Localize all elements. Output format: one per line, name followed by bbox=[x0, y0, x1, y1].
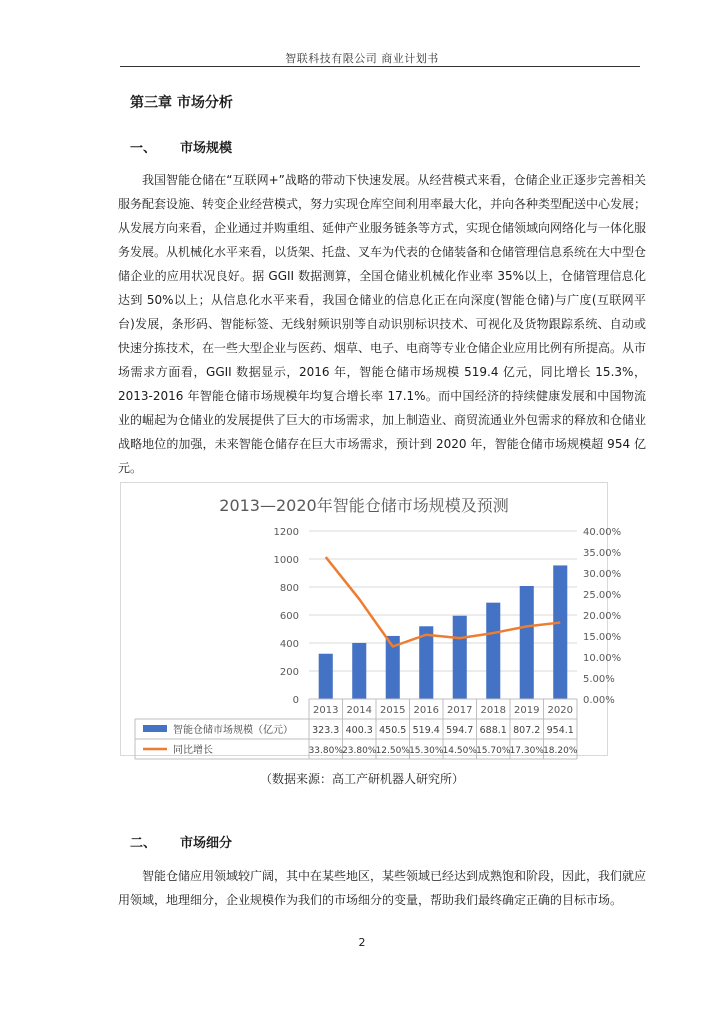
page-number: 2 bbox=[358, 936, 366, 949]
data-label-bar: 323.3 bbox=[312, 725, 340, 736]
x-category-label: 2014 bbox=[346, 705, 372, 716]
y-right-tick-label: 35.00% bbox=[583, 548, 622, 559]
data-label-bar: 594.7 bbox=[446, 725, 474, 736]
y-left-tick-label: 600 bbox=[279, 611, 299, 622]
bar-market-size bbox=[486, 603, 500, 699]
chapter-title: 第三章 市场分析 bbox=[130, 95, 233, 111]
data-label-line: 17.30% bbox=[509, 746, 544, 756]
chart-source-caption: （数据来源：高工产研机器人研究所） bbox=[259, 772, 464, 786]
y-right-tick-label: 40.00% bbox=[583, 527, 622, 538]
section-heading-1 bbox=[130, 137, 232, 156]
y-left-tick-label: 0 bbox=[292, 695, 299, 706]
bar-market-size bbox=[319, 654, 333, 699]
y-right-tick-label: 30.00% bbox=[583, 569, 622, 580]
data-label-bar: 519.4 bbox=[412, 725, 440, 736]
data-label-line: 15.30% bbox=[409, 746, 444, 756]
section-number: 一、 bbox=[130, 141, 157, 156]
y-left-tick-label: 200 bbox=[279, 667, 299, 678]
legend-label-line: 同比增长 bbox=[173, 745, 213, 756]
y-left-tick-label: 1200 bbox=[273, 527, 299, 538]
y-right-tick-label: 15.00% bbox=[583, 632, 622, 643]
body-paragraph-2: 智能仓储应用领域较广阔，其中在某些地区，某些领域已经达到成熟饱和阶段，因此，我们就应用领域，地理细分，企业规模作为我们的市场细分的变量，帮助我们最终确定正确的目标市场。 bbox=[118, 869, 647, 907]
chart-title: 2013—2020年智能仓储市场规模及预测 bbox=[219, 496, 509, 515]
x-category-label: 2013 bbox=[313, 705, 339, 716]
data-label-bar: 954.1 bbox=[546, 725, 574, 736]
data-label-line: 23.80% bbox=[342, 746, 377, 756]
section-number: 二、 bbox=[130, 836, 157, 851]
x-category-label: 2020 bbox=[547, 705, 573, 716]
legend-label-bar: 智能仓储市场规模（亿元） bbox=[173, 725, 293, 736]
x-category-label: 2018 bbox=[480, 705, 506, 716]
legend-swatch-bar bbox=[143, 725, 167, 732]
body-paragraph-1: 我国智能仓储在“互联网+”战略的带动下快速发展。从经营模式来看，仓储企业正逐步完善相关服务配套设施、转变企业经营模式，努力实现仓库空间利用率最大化，并向各种类型配送中心发展；从发展方向来看，企业通过并购重组、延伸产业服务链条等方式，实现仓储领域向网络化与一体化服务发展。从机械化水平来看，以货架、托盘、叉车为代表的仓储装备和仓储管理信息系统在大中型仓储企业的应用状况良好。据 GGII 数据测算，全国仓储业机械化作业率 35%以上，仓储管理信息化达到 50%以上；从信息化水平来看，我国仓储业的信息化正在向深度(智能仓储)与广度(互联网平台)发展，条形码、智能标签、无线射频识别等自动识别标识技术、可视化及货物跟踪系统、自动或快速分拣技术，在一些大型企业与医药、烟草、电子、电商等专业仓储企业应用比例有所提高。从市场需求方面看，GGII 数据显示，2016 年，智能仓储市场规模 519.4 亿元，同比增长 15.3%，2013-2016 年智能仓储市场规模年均复合增长率 17.1%。而中国经济的持续健康发展和中国物流业的崛起为仓储业的发展提供了巨大的市场需求，加上制造业、商贸流通业外包需求的释放和仓储业战略地位的加强，未来智能仓储存在巨大市场需求，预计到 2020 年，智能仓储市场规模超 954 亿元。 bbox=[118, 173, 647, 475]
y-right-tick-label: 20.00% bbox=[583, 611, 622, 622]
data-label-line: 15.70% bbox=[476, 746, 511, 756]
data-label-line: 14.50% bbox=[442, 746, 477, 756]
chart-canvas bbox=[121, 483, 622, 756]
x-category-label: 2017 bbox=[447, 705, 473, 716]
y-left-tick-label: 400 bbox=[279, 639, 299, 650]
page-header: 智联科技有限公司 商业计划书 bbox=[285, 52, 439, 65]
bar-market-size bbox=[453, 616, 467, 699]
y-left-tick-label: 800 bbox=[279, 583, 299, 594]
bar-market-size bbox=[553, 565, 567, 699]
x-category-label: 2015 bbox=[380, 705, 406, 716]
bar-market-size bbox=[352, 643, 366, 699]
y-right-tick-label: 25.00% bbox=[583, 590, 622, 601]
x-category-label: 2019 bbox=[514, 705, 540, 716]
section-title: 市场细分 bbox=[180, 836, 233, 851]
data-label-line: 12.50% bbox=[375, 746, 410, 756]
data-label-line: 33.80% bbox=[308, 746, 343, 756]
section-heading-2 bbox=[130, 832, 232, 851]
header-rule bbox=[120, 66, 640, 67]
y-right-tick-label: 10.00% bbox=[583, 653, 622, 664]
x-category-label: 2016 bbox=[413, 705, 439, 716]
market-size-chart bbox=[120, 482, 622, 756]
bar-market-size bbox=[520, 586, 534, 699]
data-label-bar: 807.2 bbox=[513, 725, 541, 736]
data-label-bar: 688.1 bbox=[479, 725, 507, 736]
data-label-line: 18.20% bbox=[543, 746, 578, 756]
y-right-tick-label: 5.00% bbox=[583, 674, 615, 685]
y-left-tick-label: 1000 bbox=[273, 555, 299, 566]
data-label-bar: 400.3 bbox=[345, 725, 373, 736]
y-right-tick-label: 0.00% bbox=[583, 695, 615, 706]
data-label-bar: 450.5 bbox=[379, 725, 407, 736]
section-title: 市场规模 bbox=[180, 141, 233, 156]
